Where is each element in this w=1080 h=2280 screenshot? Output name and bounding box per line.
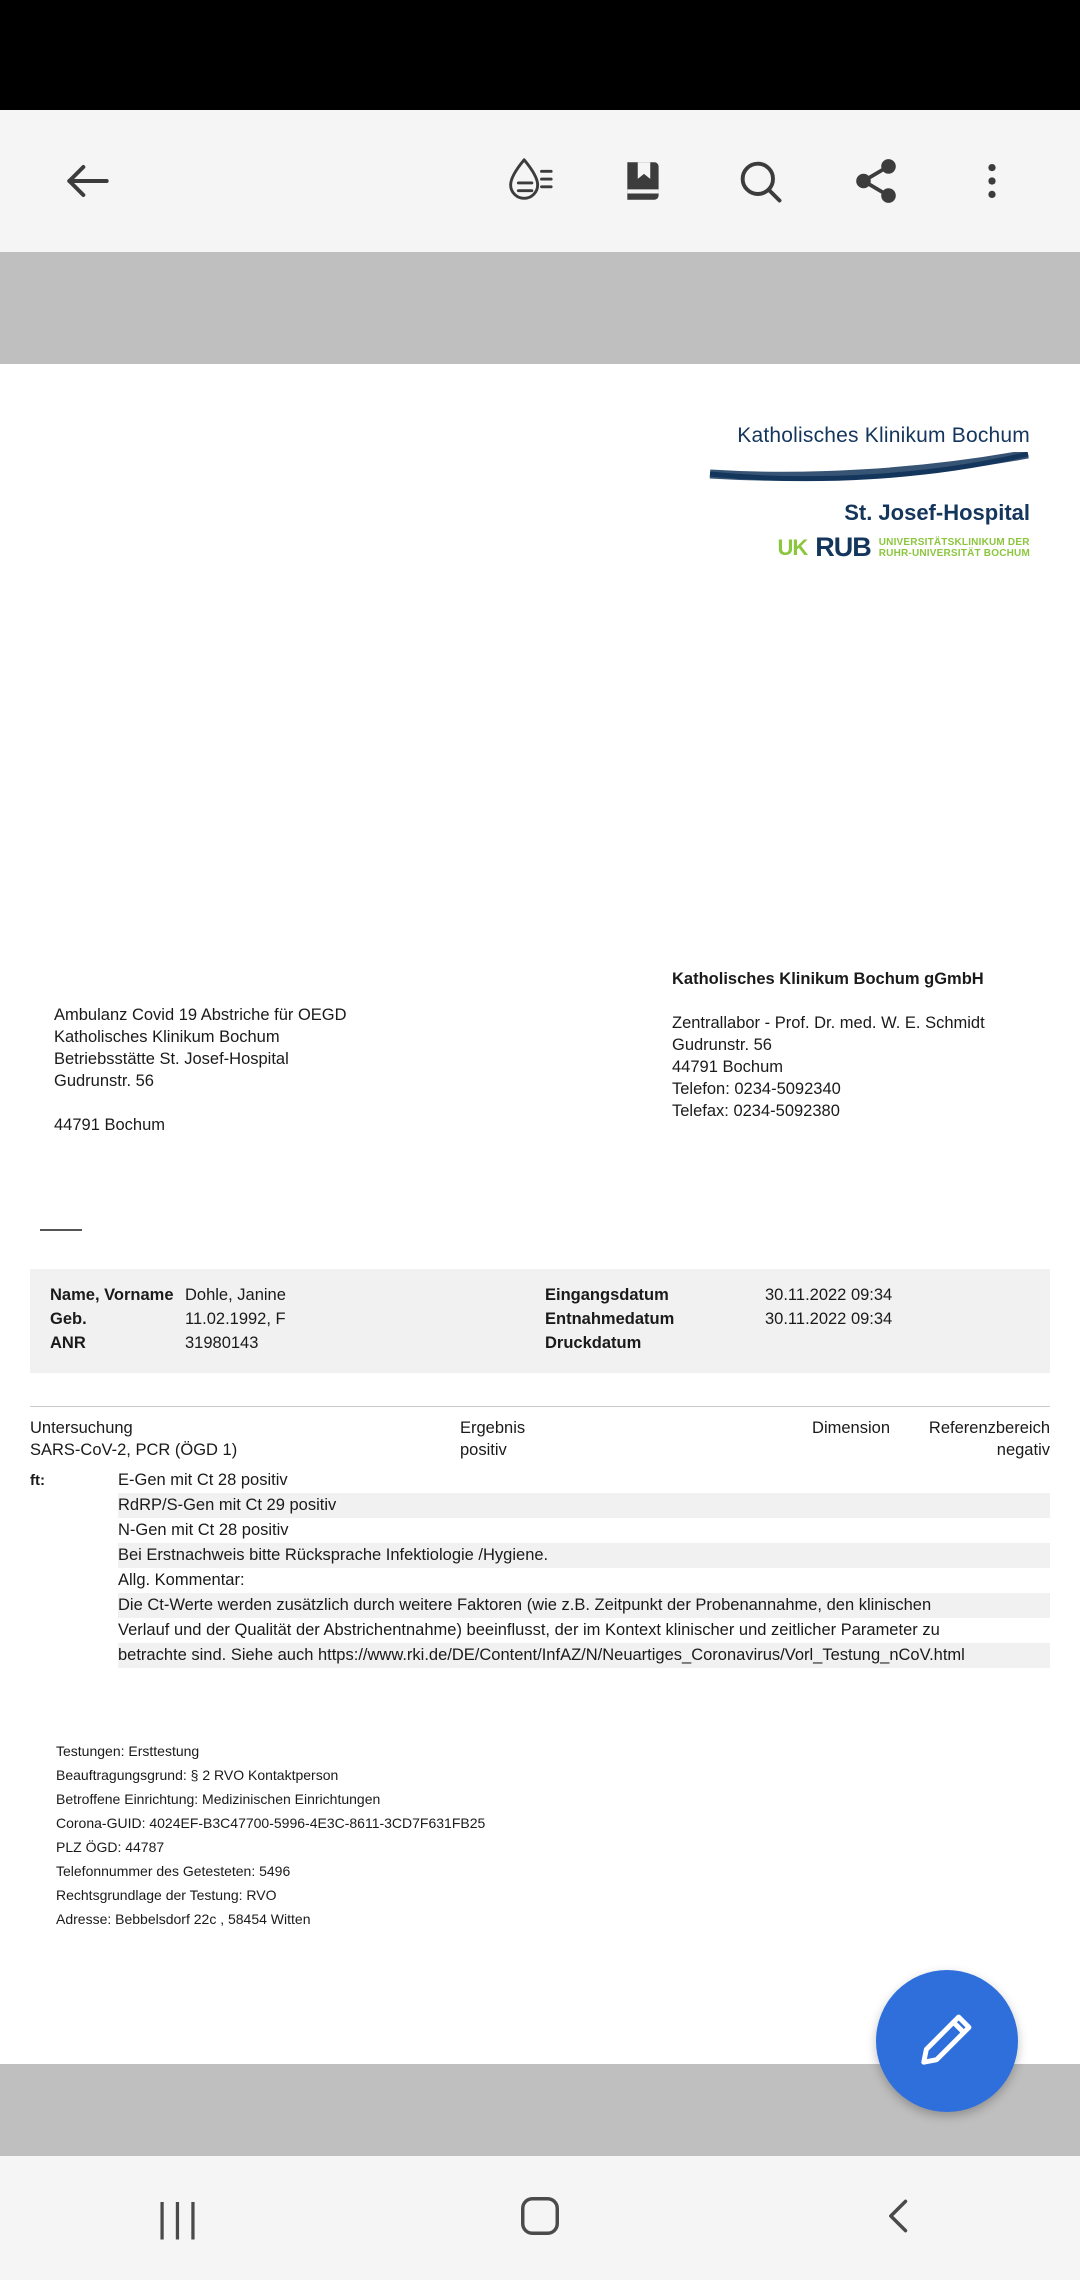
table-row [50,1307,1030,1331]
comment-line: N-Gen mit Ct 28 positiv [118,1521,289,1539]
meta-line: Beauftragungsgrund: § 2 RVO Kontaktperson [56,1767,339,1783]
sender-line3: 44791 Bochum [672,1058,783,1076]
result-table [30,1406,1050,1461]
anr-label: ANR [50,1334,86,1352]
share-icon[interactable] [832,137,920,225]
comment-lines [118,1468,1050,1668]
comment-line: Die Ct-Werte werden zusätzlich durch weitere Faktoren (wie z.B. Zeitpunkt der Probenannahme, den klinischen [118,1593,1050,1618]
meta-line: Betroffene Einrichtung: Medizinischen Einrichtungen [56,1791,381,1807]
back-arrow-icon[interactable] [44,137,132,225]
recipient-line2: Katholisches Klinikum Bochum [54,1028,280,1046]
highlighter-icon[interactable] [484,137,572,225]
cell-dimension [725,1439,890,1461]
edit-pencil-icon [916,2008,978,2075]
received-date-value: 30.11.2022 09:34 [765,1286,893,1304]
sender-title: Katholisches Klinikum Bochum gGmbH [672,970,984,988]
cell-ergebnis: positiv [460,1441,507,1459]
recipient-line4: Gudrunstr. 56 [54,1072,154,1090]
sender-line4: Telefon: 0234-5092340 [672,1080,841,1098]
recipient-line1: Ambulanz Covid 19 Abstriche für OEGD [54,1006,347,1024]
meta-line: Telefonnummer des Getesteten: 5496 [56,1863,291,1879]
comment-line: Verlauf und der Qualität der Abstrichentnahme) beeinflusst, der im Kontext klinischer und zeitlicher Parameter zu [118,1621,940,1639]
rub-subtitle-line2: RUHR-UNIVERSITÄT BOCHUM [878,547,1030,559]
header-referenzbereich: Referenzbereich [928,1419,1050,1437]
result-header-row [30,1417,1050,1439]
birthdate-label: Geb. [50,1310,87,1328]
birthdate-value: 11.02.1992, F [185,1310,286,1328]
patient-info-table [30,1269,1050,1373]
cell-referenzbereich: negativ [996,1441,1050,1459]
comment-line: Allg. Kommentar: [118,1571,245,1589]
meta-line: Adresse: Bebbelsdorf 22c , 58454 Witten [56,1911,311,1927]
comment-line: E-Gen mit Ct 28 positiv [118,1471,288,1489]
nav-back-icon [878,2194,922,2243]
logo-name: Katholisches Klinikum Bochum [737,424,1030,447]
comment-line: Bei Erstnachweis bitte Rücksprache Infektiologie /Hygiene. [118,1543,1050,1568]
home-icon [517,2193,563,2244]
recipient-line3: Betriebsstätte St. Josef-Hospital [54,1050,289,1068]
patient-name-value: Dohle, Janine [185,1286,286,1304]
anr-value: 31980143 [185,1334,259,1352]
header-dimension: Dimension [812,1419,890,1437]
status-bar [0,0,1080,110]
rub-text: RUB [815,532,871,562]
table-row [50,1283,1030,1307]
received-date-label: Eingangsdatum [545,1286,669,1304]
header-ergebnis: Ergebnis [460,1419,526,1437]
meta-line: Corona-GUID: 4024EF-B3C47700-5996-4E3C-8611-3CD7F631FB25 [56,1815,486,1831]
nav-back-button[interactable] [825,2156,975,2280]
system-navigation-bar [0,2156,1080,2280]
comment-block [30,1468,1050,1668]
print-date-label: Druckdatum [545,1334,642,1352]
rub-subtitle-line1: UNIVERSITÄTSKLINIKUM DER [878,536,1030,548]
table-row [30,1439,1050,1461]
document-page [0,364,1080,2100]
app-toolbar [0,110,1080,252]
rub-logo [630,532,1030,563]
page-bookmark-icon[interactable] [600,137,688,225]
more-vertical-icon[interactable] [948,137,1036,225]
meta-line: Testungen: Ersttestung [56,1743,200,1759]
logo-hospital-name: St. Josef-Hospital [844,500,1030,525]
sender-line2: Gudrunstr. 56 [672,1036,772,1054]
comment-label: ft: [30,1472,45,1489]
table-row [50,1331,1030,1355]
comment-line: RdRP/S-Gen mit Ct 29 positiv [118,1493,1050,1518]
meta-line: Rechtsgrundlage der Testung: RVO [56,1887,277,1903]
sender-address [672,968,985,1122]
edit-pencil-button[interactable] [876,1970,1018,2112]
recipient-address [54,1004,347,1136]
taken-date-value: 30.11.2022 09:34 [765,1310,893,1328]
home-button[interactable] [465,2156,615,2280]
logo-swoosh-icon [630,452,1030,478]
hospital-logo [630,424,1030,563]
patient-name-label: Name, Vorname [50,1286,174,1304]
taken-date-label: Entnahmedatum [545,1310,675,1328]
comment-line: betrachte sind. Siehe auch https://www.rki.de/DE/Content/InfAZ/N/Neuartiges_Coronavirus/Vorl_Testung_nCoV.html [118,1643,1050,1668]
sender-line5: Telefax: 0234-5092380 [672,1102,840,1120]
recents-icon: ||| [156,2195,204,2240]
rub-subtitle [879,537,1030,559]
meta-line: PLZ ÖGD: 44787 [56,1839,165,1855]
cell-untersuchung: SARS-CoV-2, PCR (ÖGD 1) [30,1441,238,1459]
recipient-line5: 44791 Bochum [54,1116,165,1134]
header-untersuchung: Untersuchung [30,1419,133,1437]
rub-uk-text: UK [777,534,808,560]
divider-rule [40,1229,82,1231]
recents-button[interactable] [105,2156,255,2280]
sender-line1: Zentrallabor - Prof. Dr. med. W. E. Schmidt [672,1014,985,1032]
search-icon[interactable] [716,137,804,225]
page-gutter-top [0,252,1080,364]
testing-metadata [56,1739,485,1931]
